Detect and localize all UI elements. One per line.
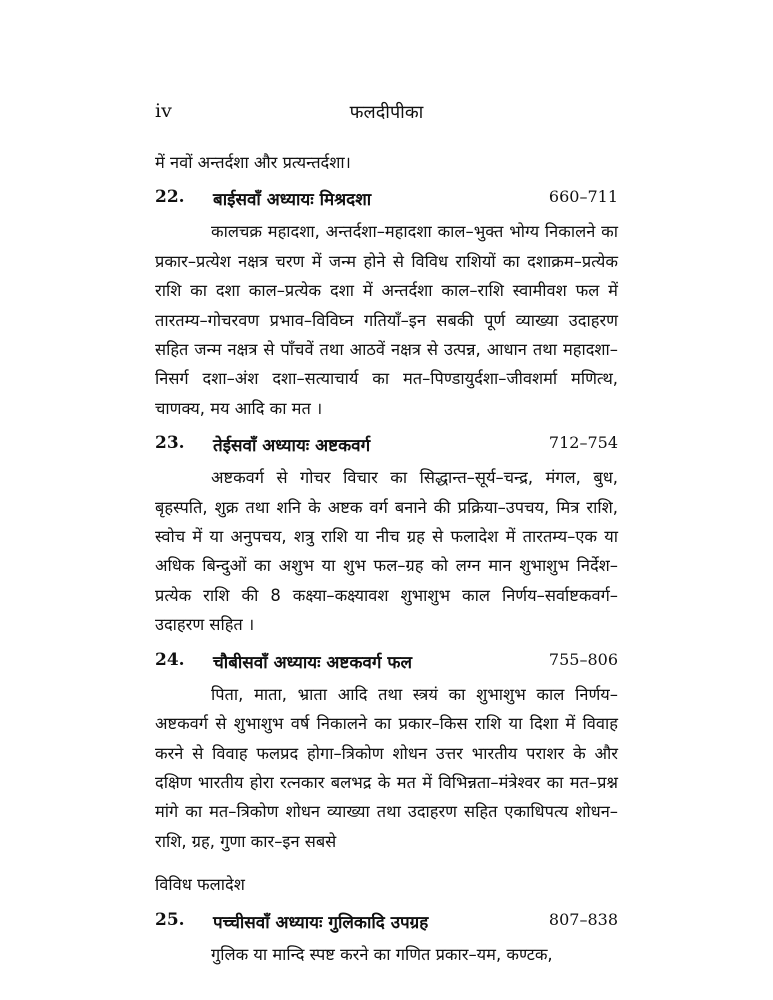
chapter-pages: 755–806	[548, 649, 618, 669]
chapter-number: 25.	[155, 909, 185, 930]
page-number: iv	[155, 100, 172, 122]
chapter-title: तेईसवाँ अध्यायः अष्टकवर्ग	[213, 436, 371, 457]
chapter-title: पच्चीसवाँ अध्यायः गुलिकादि उपग्रह	[213, 912, 429, 933]
chapter-summary-24-continuation: विविध फलादेश	[155, 875, 245, 895]
spacer	[155, 856, 618, 870]
chapter-number: 24.	[155, 649, 185, 670]
chapter-heading-23	[155, 427, 618, 463]
page-header	[155, 100, 618, 130]
chapter-title: बाईसवाँ अध्यायः मिश्रदशा	[213, 190, 372, 211]
chapter-heading-22	[155, 181, 618, 217]
chapter-number: 22.	[155, 187, 185, 208]
intro-line: में नवों अन्तर्दशा और प्रत्यन्तर्दशा।	[155, 153, 351, 172]
chapter-pages: 660–711	[548, 187, 618, 207]
contents-body	[155, 148, 618, 969]
chapter-summary-24: पिता, माता, भ्राता आदि तथा स्त्रयं का शुभाशुभ काल निर्णय–अष्टकवर्ग से शुभाशुभ वर्ष निकालने का प्रकार–किस राशि या दिशा में विवाह करने से विवाह फलप्रद होगा–त्रिकोण शोधन उत्तर भारतीय पराशर के और दक्षिण भारतीय होरा रत्नकार बलभद्र के मत में विभिन्नता–मंत्रेश्वर का मत–प्रश्न मांगे का मत–त्रिकोण शोधन व्याख्या तथा उदाहरण सहित एकाधिपत्य शोधन–राशि, ग्रह, गुणा कार–इन सबसे	[155, 684, 618, 851]
chapter-heading-24	[155, 644, 618, 680]
chapter-title: चौबीसवाँ अध्यायः अष्टकवर्ग फल	[213, 652, 412, 673]
chapter-pages: 807–838	[548, 909, 618, 929]
running-title: फलदीपीका	[349, 102, 424, 123]
chapter-summary-22: कालचक्र महादशा, अन्तर्दशा–महादशा काल–भुक्त भोग्य निकालने का प्रकार–प्रत्येश नक्षत्र चरण में जन्म होने से विविध राशियों का दशाक्रम–प्रत्येक राशि का दशा काल–प्रत्येक दशा में अन्तर्दशा काल–राशि स्वामीवश फल में तारतम्य–गोचरवण प्रभाव–विविघ्न गतियाँ–इन सबकी पूर्ण व्याख्या उदाहरण सहित जन्म नक्षत्र से पाँचवें तथा आठवें नक्षत्र से उत्पन्न, आधान तथा महादशा–निसर्ग दशा–अंश दशा–सत्याचार्य का मत–पिण्डायुर्दशा–जीवशर्मा मणित्थ, चाणक्य, मय आदि का मत ।	[155, 222, 618, 418]
chapter-pages: 712–754	[548, 433, 618, 453]
chapter-summary-23: अष्टकवर्ग से गोचर विचार का सिद्धान्त–सूर्य–चन्द्र, मंगल, बुध, बृहस्पति, शुक्र तथा शनि के अष्टक वर्ग बनाने की प्रक्रिया–उपचय, मित्र राशि, स्वोच में या अनुपचय, शत्रु राशि या नीच ग्रह से फलादेश में तारतम्य–एक या अधिक बिन्दुओं का अशुभ या शुभ फल–ग्रह को लग्न मान शुभाशुभ निर्देश–प्रत्येक राशि की 8 कक्ष्या–कक्ष्यावश शुभाशुभ काल निर्णय–सर्वाष्टकवर्ग–उदाहरण सहित ।	[155, 468, 618, 635]
chapter-summary-25: गुलिक या मान्दि स्पष्ट करने का गणित प्रकार–यम, कण्टक,	[211, 944, 553, 964]
chapter-heading-25	[155, 904, 618, 940]
chapter-number: 23.	[155, 433, 185, 454]
